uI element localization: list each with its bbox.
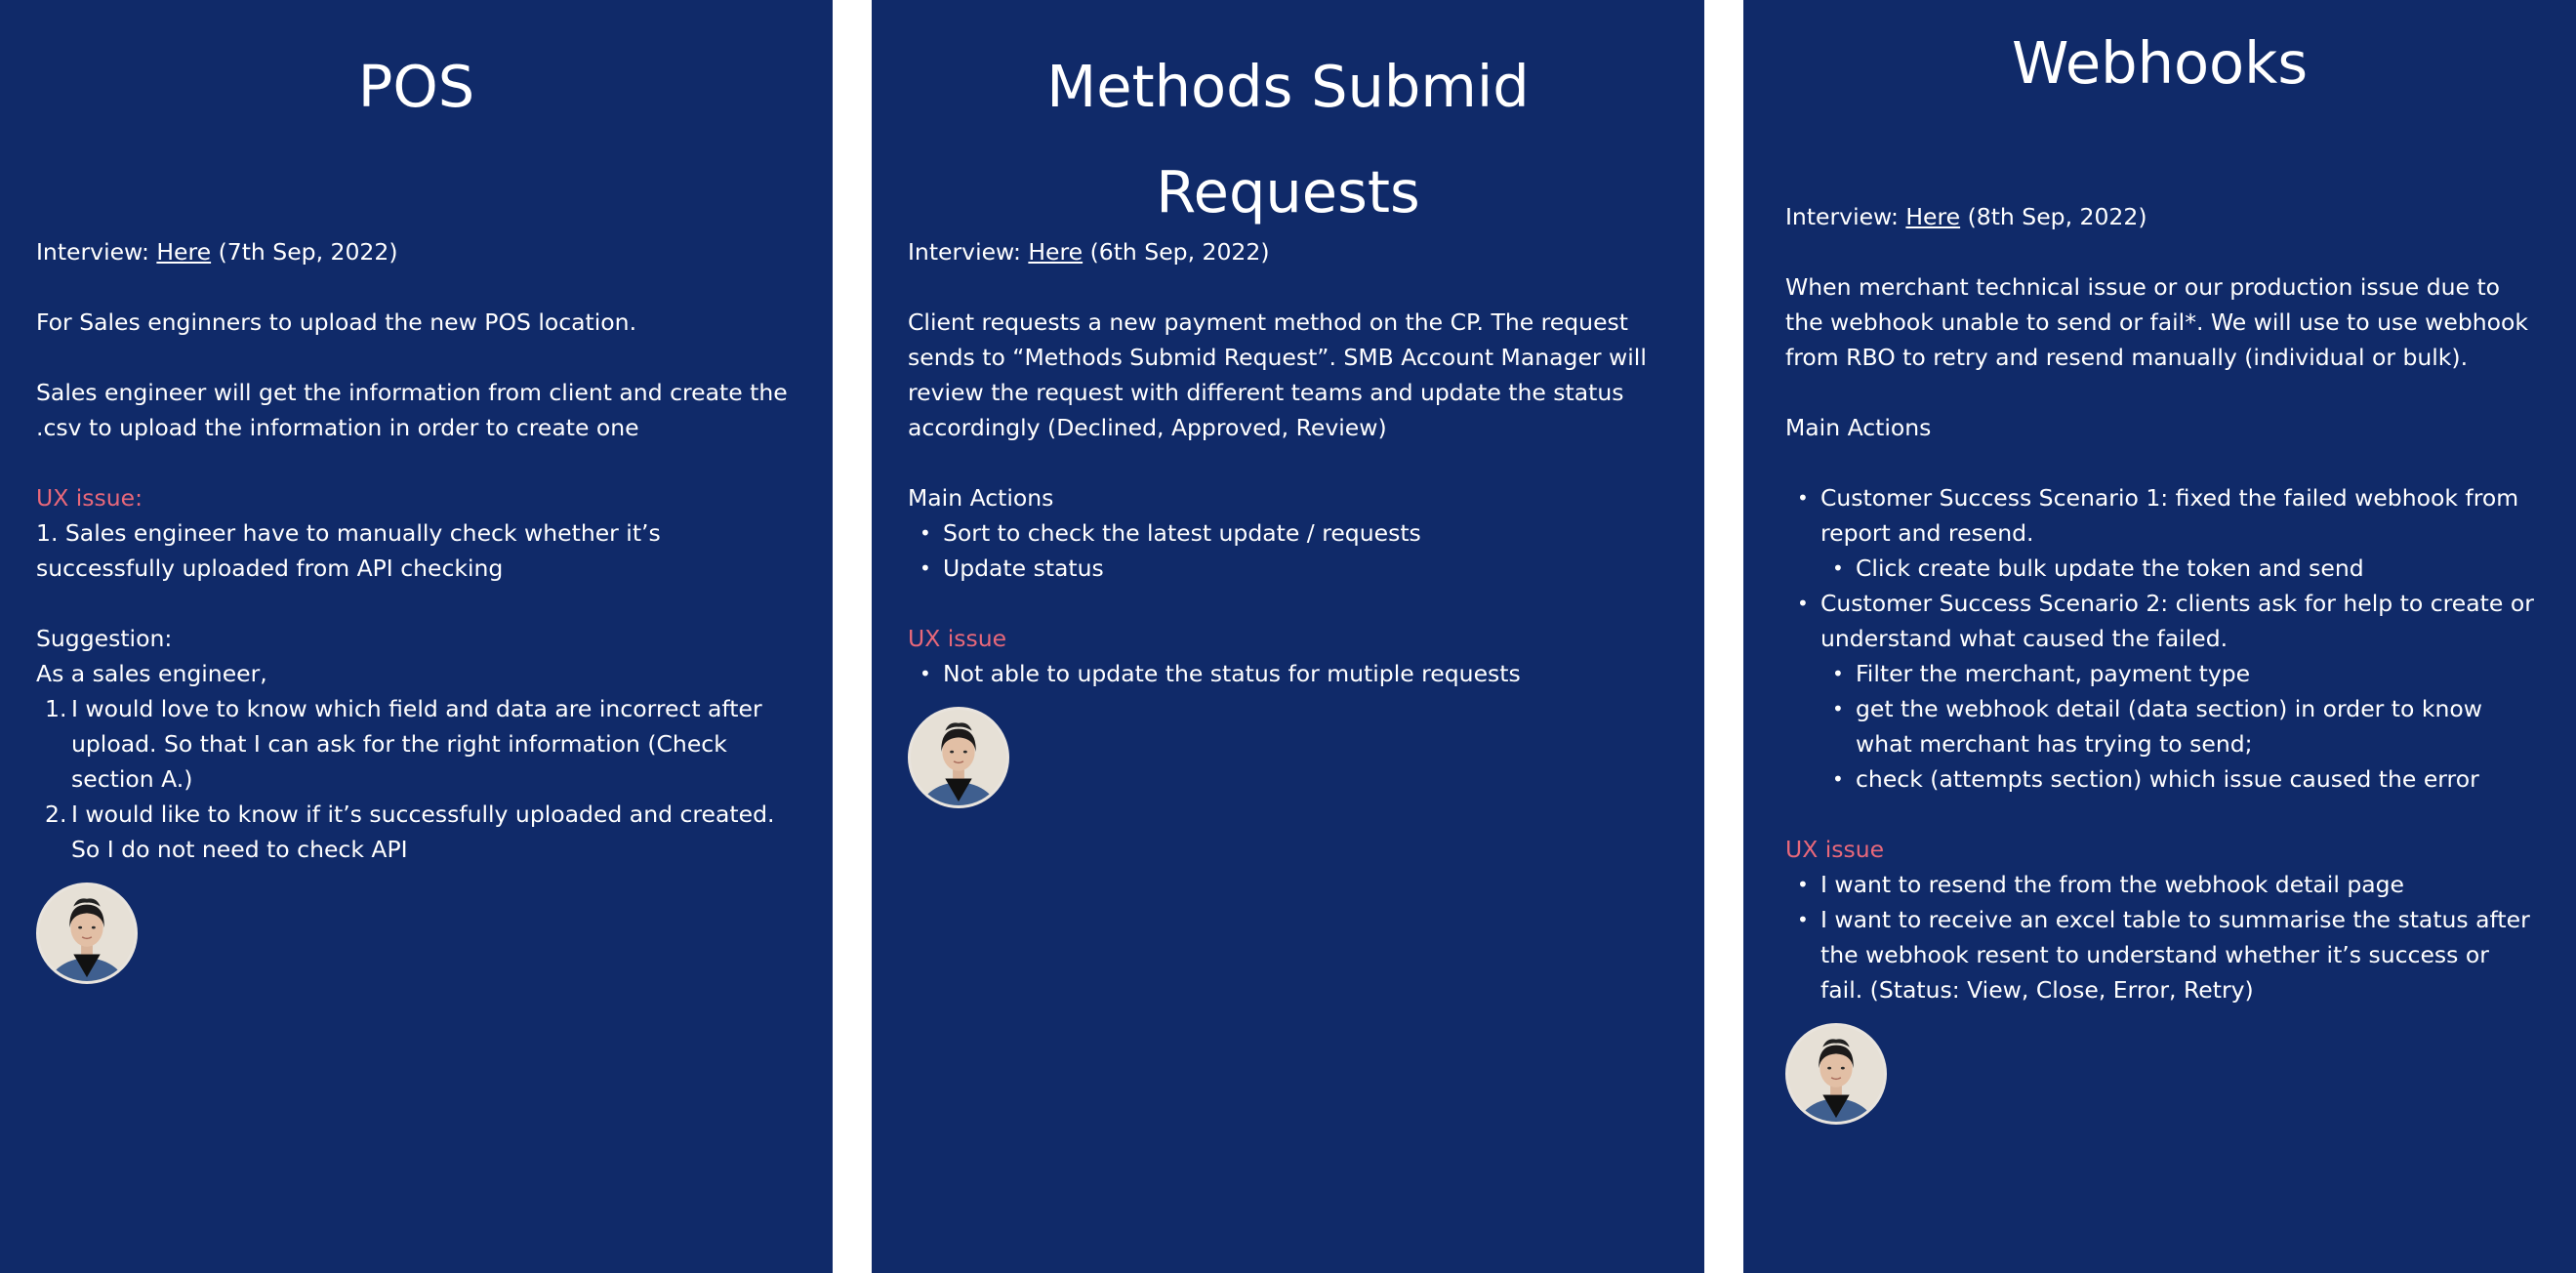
scenario-2-sublist <box>1820 656 2537 797</box>
list-item: • get the webhook detail (data section) in order to know what merchant has trying to send; <box>1820 691 2537 761</box>
list-item: • Filter the merchant, payment type <box>1820 656 2537 691</box>
webhooks-ux-label: UX issue <box>1785 836 1885 863</box>
pos-title: POS <box>357 53 475 120</box>
webhooks-interview-link[interactable]: Here <box>1905 203 1961 230</box>
methods-ux-list <box>908 656 1665 691</box>
pos-suggestion-list <box>36 691 803 867</box>
methods-ux-label: UX issue <box>908 625 1007 652</box>
pos-ux-item: 1. Sales engineer have to manually check whether it’s successfully uploaded from API checking <box>36 519 661 582</box>
webhooks-interview-line <box>1785 199 2537 234</box>
interview-date: (8th Sep, 2022) <box>1960 203 2147 230</box>
methods-main-actions-label: Main Actions <box>908 484 1054 512</box>
scenario-1-text: Customer Success Scenario 1: fixed the failed webhook from report and resend. <box>1820 484 2519 547</box>
list-item-text: I would like to know if it’s successfully uploaded and created. So I do not need to check API <box>71 801 775 863</box>
avatar <box>36 883 138 984</box>
list-item-text: I would love to know which field and data are incorrect after upload. So that I can ask for the right information (Check section A.) <box>71 695 762 793</box>
pos-suggestion-intro: As a sales engineer, <box>36 660 267 687</box>
methods-description: Client requests a new payment method on the CP. The request sends to “Methods Submid Request”. SMB Account Manager will review the request with different teams and update the status accordingly (Declined, Approved, Review) <box>908 308 1647 441</box>
list-item: • Not able to update the status for mutiple requests <box>908 656 1665 691</box>
list-item: • Update status <box>908 551 1665 586</box>
list-item: • I want to receive an excel table to summarise the status after the webhook resent to understand whether it’s success or fail. (Status: View, Close, Error, Retry) <box>1785 902 2537 1007</box>
list-item: • Click create bulk update the token and send <box>1820 551 2537 586</box>
webhooks-main-actions-label: Main Actions <box>1785 414 1932 441</box>
list-number: 1. <box>45 695 67 722</box>
list-item <box>36 797 803 867</box>
avatar-photo-icon <box>39 885 135 981</box>
pos-detail: Sales engineer will get the information from client and create the .csv to upload the information in order to create one <box>36 379 788 441</box>
interview-date: (7th Sep, 2022) <box>211 238 398 266</box>
methods-main-actions-list <box>908 515 1665 586</box>
pos-panel <box>0 0 833 1273</box>
webhooks-panel <box>1743 0 2576 1273</box>
interview-label: Interview: <box>36 238 157 266</box>
webhooks-content <box>1785 199 2537 1125</box>
list-item <box>1785 480 2537 586</box>
pos-ux-label: UX issue: <box>36 484 143 512</box>
avatar <box>1785 1023 1887 1125</box>
avatar <box>908 707 1009 808</box>
interview-label: Interview: <box>908 238 1029 266</box>
scenario-1-sublist <box>1820 551 2537 586</box>
webhooks-ux-list <box>1785 867 2537 1007</box>
list-number: 2. <box>45 801 67 828</box>
pos-interview-line <box>36 234 803 269</box>
methods-interview-link[interactable]: Here <box>1028 238 1084 266</box>
methods-content <box>908 234 1665 808</box>
list-item <box>36 691 803 797</box>
methods-panel <box>872 0 1704 1273</box>
webhooks-description: When merchant technical issue or our production issue due to the webhook unable to send or fail*. We will use to use webhook from RBO to retry and resend manually (individual or bulk). <box>1785 273 2529 371</box>
methods-interview-line <box>908 234 1665 269</box>
avatar-photo-icon <box>911 710 1006 805</box>
interview-date: (6th Sep, 2022) <box>1083 238 1270 266</box>
pos-interview-link[interactable]: Here <box>156 238 212 266</box>
pos-description: For Sales enginners to upload the new POS location. <box>36 308 637 336</box>
webhooks-scenario-list <box>1785 480 2537 797</box>
pos-content <box>36 234 803 984</box>
pos-suggestion-label: Suggestion: <box>36 625 173 652</box>
interview-label: Interview: <box>1785 203 1906 230</box>
list-item: • check (attempts section) which issue caused the error <box>1820 761 2537 797</box>
list-item: • I want to resend the from the webhook detail page <box>1785 867 2537 902</box>
list-item <box>1785 586 2537 797</box>
avatar-photo-icon <box>1788 1026 1884 1122</box>
webhooks-title: Webhooks <box>2011 29 2309 97</box>
list-item: • Sort to check the latest update / requests <box>908 515 1665 551</box>
methods-title: Methods Submid Requests <box>1046 53 1530 226</box>
scenario-2-text: Customer Success Scenario 2: clients ask for help to create or understand what caused the failed. <box>1820 590 2534 652</box>
